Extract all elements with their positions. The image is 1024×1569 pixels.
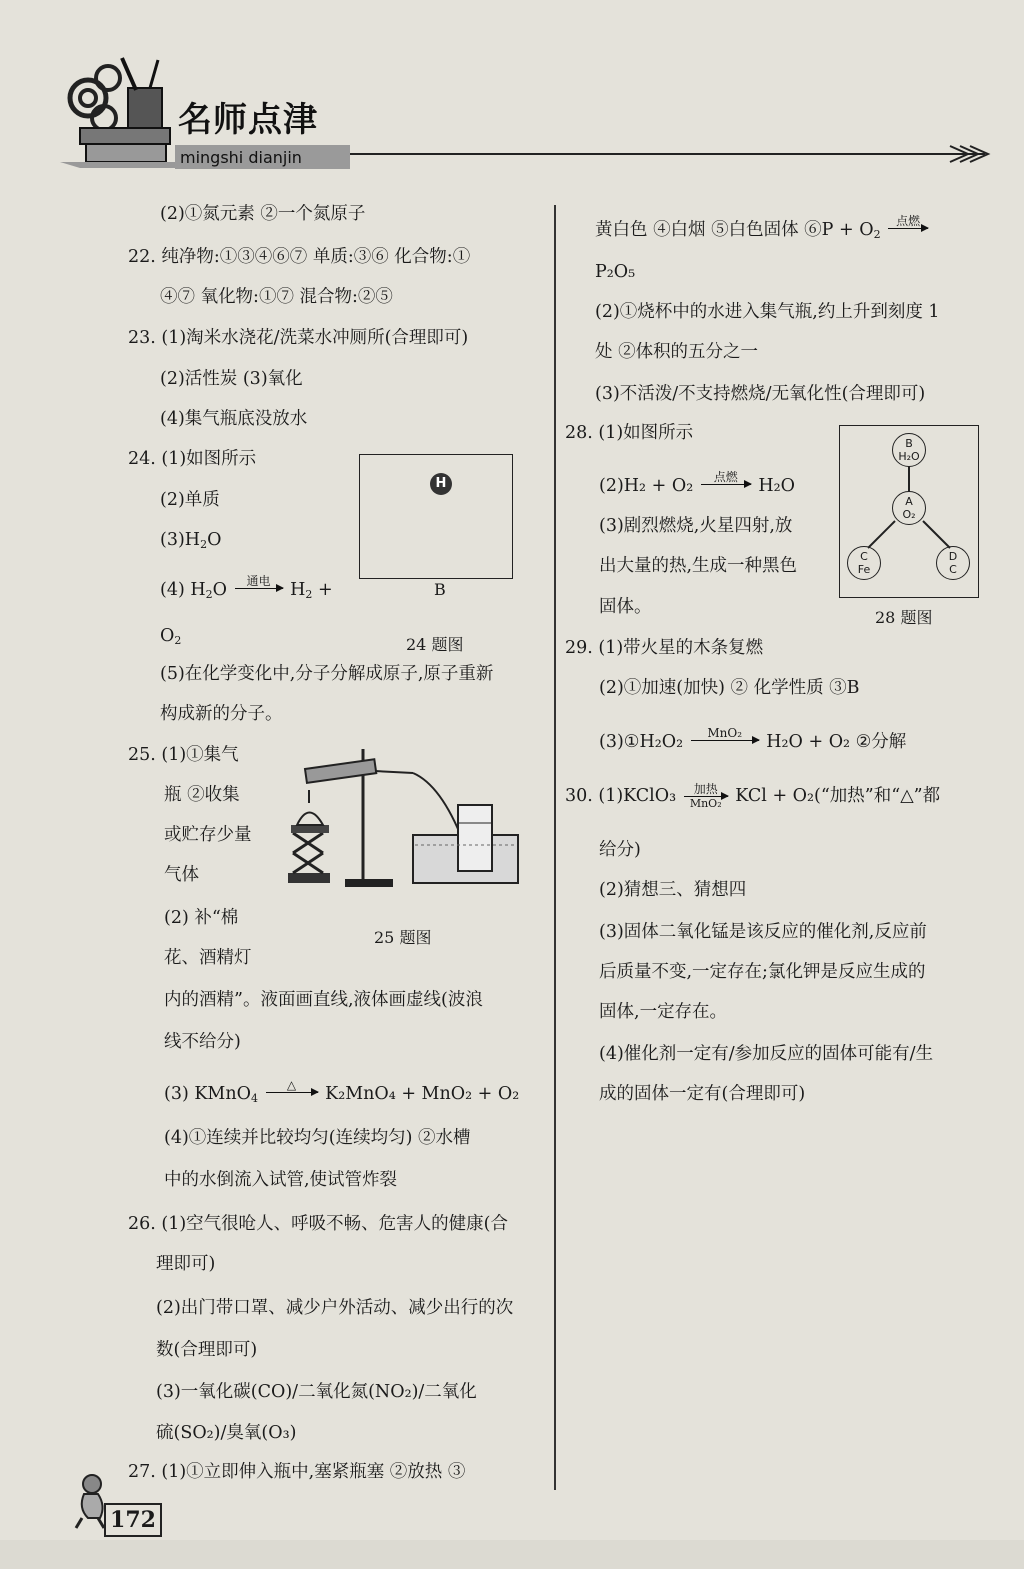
header-pinyin: mingshi dianjin <box>180 148 302 167</box>
book-pen-logo-icon <box>0 0 1024 200</box>
answer-25-line9: (3) KMnO$_4$ △ K₂MnO₄ + MnO₂ + O₂ <box>164 1078 520 1105</box>
column-divider <box>554 205 556 1490</box>
answer-29-line1: 29. (1)带火星的木条复燃 <box>565 638 764 658</box>
answer-25-line8: 线不给分) <box>164 1032 241 1052</box>
hydrogen-atom: H <box>430 473 452 495</box>
answer-28-line1: 28. (1)如图所示 <box>565 423 694 443</box>
answer-24-line6: (5)在化学变化中,分子分解成原子,原子重新 <box>160 664 494 684</box>
answer-24-line5: $O_2$ <box>160 626 182 647</box>
answer-27-cont-line5: (3)不活泼/不支持燃烧/无氧化性(合理即可) <box>595 384 926 404</box>
answer-27-line1: 27. (1)①立即伸入瓶中,塞紧瓶塞 ②放热 ③ <box>128 1462 466 1482</box>
answer-26-line6: 硫(SO₂)/臭氧(O₃) <box>156 1423 297 1443</box>
answer-28-line2: (2)H₂ + O₂ 点燃 H₂O <box>599 470 795 496</box>
answer-29-line2: (2)①加速(加快) ② 化学性质 ③B <box>599 678 860 698</box>
answer-30-line5: 后质量不变,一定存在;氯化钾是反应生成的 <box>599 962 926 982</box>
figure-25-apparatus <box>283 745 523 895</box>
answer-24-line3: $(3)H_2O$ <box>160 530 222 551</box>
answer-24-line2: (2)单质 <box>160 490 220 510</box>
answer-30-line8: 成的固体一定有(合理即可) <box>599 1084 806 1104</box>
circle-a: A O₂ <box>892 491 926 525</box>
answer-27-cont-line4: 处 ②体积的五分之一 <box>595 342 759 362</box>
figure-28-caption: 28 题图 <box>875 608 933 627</box>
answer-27-cont-line2: P₂O₅ <box>595 262 636 282</box>
answer-24-line7: 构成新的分子。 <box>160 704 283 724</box>
answer-30-line6: 固体,一定存在。 <box>599 1002 728 1022</box>
page-bottom-edge <box>0 1540 1024 1569</box>
answer-30-line1: 30. (1)KClO₃ 加热 MnO₂ KCl + O₂(“加热”和“△”都 <box>565 782 941 810</box>
answer-28-line5: 固体。 <box>599 597 652 617</box>
figure-24-box <box>359 454 513 579</box>
answer-26-line2: 理即可) <box>156 1254 216 1274</box>
answer-25-line2: 瓶 ②收集 <box>164 785 240 805</box>
answer-25-line7: 内的酒精”。液面画直线,液体画虚线(波浪 <box>164 990 483 1010</box>
answer-23-line1: 23. (1)淘米水浇花/洗菜水冲厕所(合理即可) <box>128 328 469 348</box>
answer-line: (2)①氮元素 ②一个氮原子 <box>160 204 366 224</box>
reaction-arrow: 点燃 <box>888 215 928 230</box>
reaction-arrow: 点燃 <box>701 471 751 486</box>
page-header <box>0 0 1024 200</box>
answer-28-line4: 出大量的热,生成一种黑色 <box>599 556 798 576</box>
circle-b: B H₂O <box>892 433 926 467</box>
header-title: 名师点津 <box>178 100 318 140</box>
answer-28-line3: (3)剧烈燃烧,火星四射,放 <box>599 516 793 536</box>
answer-27-cont-line3: (2)①烧杯中的水进入集气瓶,约上升到刻度 1 <box>595 302 940 322</box>
reaction-arrow: △ <box>266 1079 318 1094</box>
answer-25-line4: 气体 <box>164 865 199 885</box>
reaction-arrow: MnO₂ <box>691 727 759 742</box>
answer-25-line3: 或贮存少量 <box>164 825 252 845</box>
answer-27-cont-line1: 黄白色 ④白烟 ⑤白色固体 ⑥P + $O_2$ 点燃 <box>595 216 930 244</box>
answer-25-line6: 花、酒精灯 <box>164 948 252 968</box>
answer-26-line5: (3)一氧化碳(CO)/二氧化氮(NO₂)/二氧化 <box>156 1382 477 1402</box>
figure-25-caption: 25 题图 <box>374 928 432 947</box>
answer-30-line3: (2)猜想三、猜想四 <box>599 880 747 900</box>
answer-22-line2: ④⑦ 氧化物:①⑦ 混合物:②⑤ <box>160 287 393 307</box>
reaction-arrow: 加热 MnO₂ <box>684 783 728 810</box>
answer-23-line3: (4)集气瓶底没放水 <box>160 409 308 429</box>
figure-28-box <box>839 425 979 598</box>
answer-26-line1: 26. (1)空气很呛人、呼吸不畅、危害人的健康(合 <box>128 1214 509 1234</box>
answer-22-line1: 22. 纯净物:①③④⑥⑦ 单质:③⑥ 化合物:① <box>128 247 471 267</box>
answer-26-line4: 数(合理即可) <box>156 1340 258 1360</box>
answer-25-line11: 中的水倒流入试管,使试管炸裂 <box>164 1170 398 1190</box>
answer-30-line7: (4)催化剂一定有/参加反应的固体可能有/生 <box>599 1044 934 1064</box>
answer-29-line3: (3)①H₂O₂ MnO₂ H₂O + O₂ ②分解 <box>599 726 907 752</box>
answer-25-line10: (4)①连续并比较均匀(连续均匀) ②水槽 <box>164 1128 471 1148</box>
answer-26-line3: (2)出门带口罩、减少户外活动、减少出行的次 <box>156 1298 514 1318</box>
figure-24-label: B <box>434 580 446 599</box>
figure-24-caption: 24 题图 <box>406 635 464 654</box>
page-number: 172 <box>104 1503 162 1537</box>
circle-c: C Fe <box>847 546 881 580</box>
answer-30-line2: 给分) <box>599 840 641 860</box>
reaction-arrow: 通电 <box>235 575 283 590</box>
answer-25-line5: (2) 补“棉 <box>164 908 239 928</box>
answer-25-line1: 25. (1)①集气 <box>128 745 239 765</box>
answer-24-line1: 24. (1)如图所示 <box>128 449 257 469</box>
answer-24-line4: (4) $H_2O$ 通电 $H_2$ + <box>160 574 333 601</box>
circle-d: D C <box>936 546 970 580</box>
answer-30-line4: (3)固体二氧化锰是该反应的催化剂,反应前 <box>599 922 927 942</box>
answer-23-line2: (2)活性炭 (3)氧化 <box>160 369 303 389</box>
